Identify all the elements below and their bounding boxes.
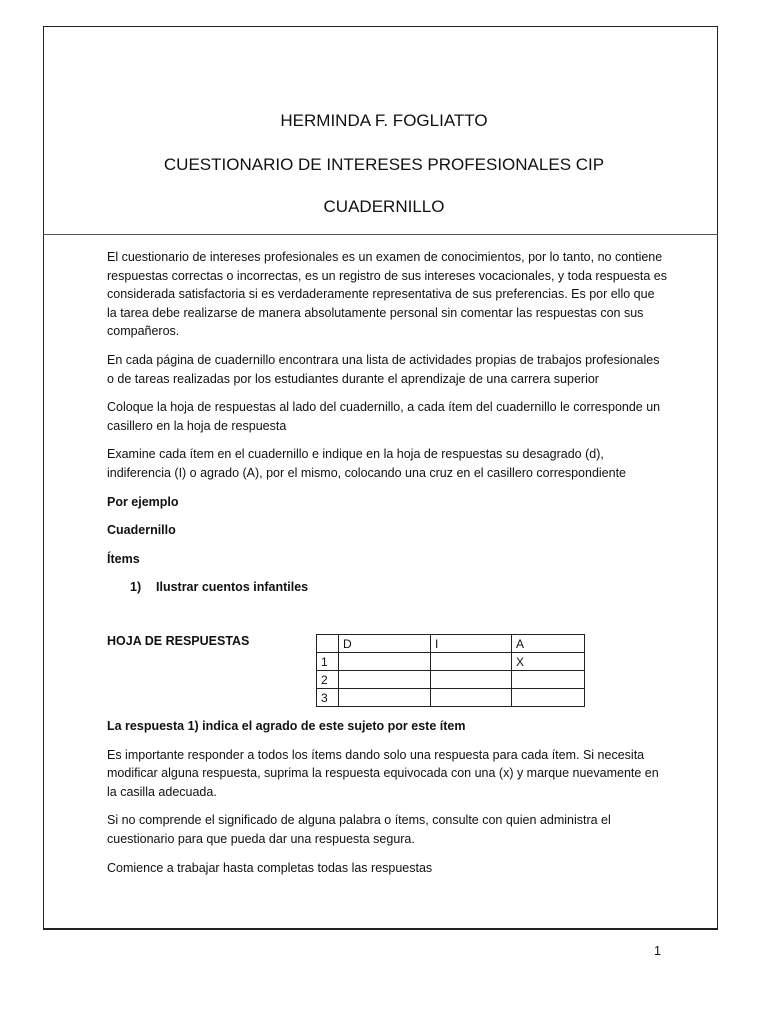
example-booklet-label: Cuadernillo	[107, 523, 176, 538]
table-cell	[339, 689, 431, 707]
answer-sheet-paragraph: Coloque la hoja de respuestas al lado del cuadernillo, a cada ítem del cuadernillo le corresponde un casillero en la hoja de respuesta	[107, 400, 661, 433]
table-row	[317, 689, 585, 707]
table-cell: 3	[317, 689, 339, 707]
examine-paragraph: Examine cada ítem en el cuadernillo e indique en la hoja de respuestas su desagrado (d), indiferencia (I) o agrado (A), por el mismo, colocando una cruz en el casillero correspondiente	[107, 447, 627, 480]
document-subtitle: CUADERNILLO	[323, 197, 445, 216]
table-row	[317, 653, 585, 671]
document-title: CUESTIONARIO DE INTERESES PROFESIONALES CIP	[163, 155, 605, 174]
example-items-label: Ítems	[107, 551, 140, 566]
table-cell	[431, 671, 512, 689]
table-row	[317, 671, 585, 689]
table-header-row	[317, 635, 585, 653]
table-cell: X	[512, 653, 585, 671]
questions-paragraph: Si no comprende el significado de alguna palabra o ítems, consulte con quien administra el cuestionario para que pueda dar una respuesta segura.	[107, 813, 611, 846]
closing-section	[107, 717, 667, 887]
table-header-cell: D	[339, 635, 431, 653]
answer-sheet-table	[316, 634, 585, 707]
table-cell	[431, 653, 512, 671]
example-explanation: La respuesta 1) indica el agrado de este sujeto por este ítem	[107, 719, 466, 733]
example-item-number: 1)	[130, 580, 142, 595]
table-cell: 1	[317, 653, 339, 671]
table-cell	[512, 689, 585, 707]
table-cell	[339, 671, 431, 689]
start-paragraph: Comience a trabajar hasta completas todas las respuestas	[107, 860, 433, 875]
table-header-cell	[317, 635, 339, 653]
table-cell	[339, 653, 431, 671]
instructions-section	[107, 248, 667, 607]
important-paragraph: Es importante responder a todos los ítems dando solo una respuesta para cada ítem. Si necesita modificar alguna respuesta, suprima la respuesta equivocada con una (x) y marque nuevamente en la casilla adecuada.	[107, 747, 659, 799]
answer-sheet-label: HOJA DE RESPUESTAS	[107, 634, 250, 648]
table-cell	[431, 689, 512, 707]
intro-paragraph: El cuestionario de intereses profesionales es un examen de conocimientos, por lo tanto, no contiene respuestas correctas o incorrectas, es un registro de sus intereses vocacionales, y toda respuesta es considerada satisfactoria si es verdaderamente representativa de sus preferencias. Es por ello que la tarea debe realizarse de manera absolutamente personal sin comentar las respuestas con sus compañeros.	[107, 250, 668, 339]
author-heading: HERMINDA F. FOGLIATTO	[280, 111, 488, 130]
example-item	[107, 578, 667, 597]
example-heading: Por ejemplo	[107, 494, 179, 509]
header-divider	[43, 234, 718, 235]
page-number: 1	[654, 944, 661, 958]
table-header-cell: A	[512, 635, 585, 653]
table-header-cell: I	[431, 635, 512, 653]
example-item-text: Ilustrar cuentos infantiles	[156, 580, 309, 595]
table-cell: 2	[317, 671, 339, 689]
booklet-paragraph: En cada página de cuadernillo encontrara una lista de actividades propias de trabajos profesionales o de tareas realizadas por los estudiantes durante el aprendizaje de una carrera superior	[107, 352, 660, 386]
table-cell	[512, 671, 585, 689]
